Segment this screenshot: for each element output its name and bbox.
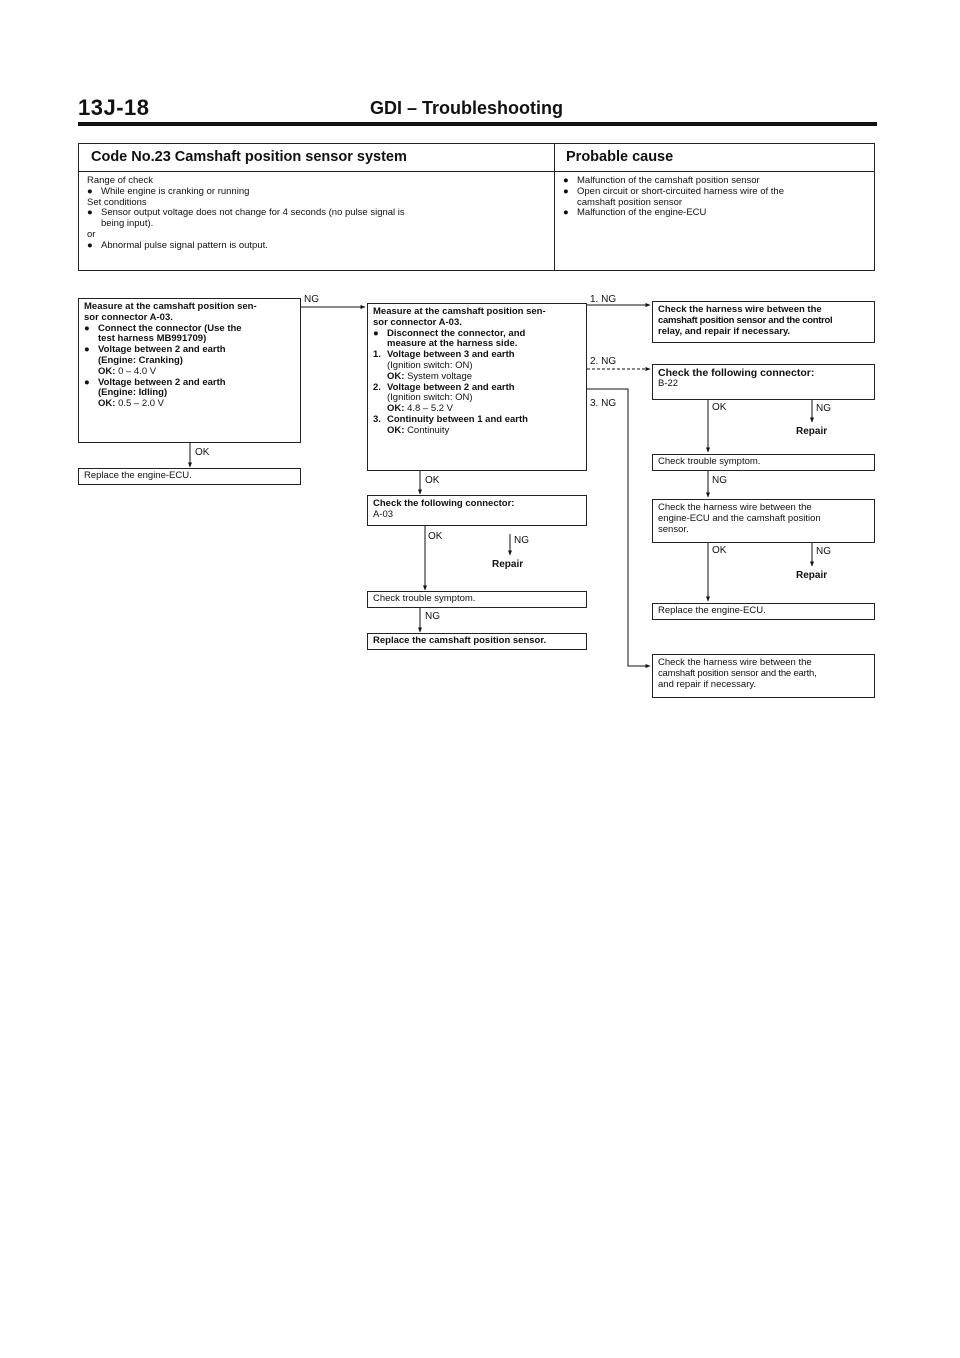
label-ng: NG — [816, 546, 831, 557]
step2-measure-box — [367, 303, 587, 471]
harness-ecu-box — [652, 499, 875, 543]
step2-line: Measure at the camshaft position sen- — [373, 306, 546, 317]
harness-earth-line: camshaft position sensor and the earth, — [658, 667, 817, 679]
label-ok: OK — [428, 531, 443, 542]
page-title: GDI – Troubleshooting — [370, 98, 563, 118]
step1-line: (Engine: Idling) — [98, 387, 168, 399]
harness-earth-line: and repair if necessary. — [658, 678, 757, 690]
step1-line: (Engine: Cranking) — [98, 354, 183, 366]
step2-ok: OK: 4.8 – 5.2 V — [387, 403, 454, 415]
harness-earth-line: Check the harness wire between the — [658, 657, 812, 668]
label-ok: OK — [195, 447, 210, 458]
step1-bullet: ● Voltage between 2 and earth — [84, 376, 226, 388]
probable-cause-header: Probable cause — [566, 149, 674, 165]
check-a03-line: A-03 — [373, 508, 394, 520]
or-label: or — [87, 228, 96, 240]
check-b22-line: Check the following connector: — [658, 367, 815, 379]
cause-item: ● Malfunction of the camshaft position sensor — [563, 175, 760, 186]
step1-ok: OK: 0.5 – 2.0 V — [98, 398, 165, 410]
step2-line: sor connector A-03. — [373, 316, 462, 328]
label-ok: OK — [712, 545, 727, 556]
label-ok: OK — [712, 402, 727, 413]
replace-sensor-box: Replace the camshaft position sensor. — [367, 633, 587, 650]
harness-ecu-line: sensor. — [658, 523, 689, 535]
step1-bullet: ● Voltage between 2 and earth — [84, 344, 226, 356]
code-header: Code No.23 Camshaft position sensor system — [91, 149, 407, 165]
replace-ecu-box: Replace the engine-ECU. — [652, 603, 875, 620]
label-repair: Repair — [796, 426, 828, 437]
check-connector-b22-box — [652, 364, 875, 400]
step2-bullet: ● Disconnect the connector, and — [373, 327, 526, 339]
cause-item: ● Malfunction of the engine-ECU — [563, 207, 707, 219]
harness-ecu-line: Check the harness wire between the — [658, 502, 812, 513]
step2-ok: OK: Continuity — [387, 424, 450, 436]
check-trouble-symptom-box: Check trouble symptom. — [367, 591, 587, 608]
harness-relay-line: relay, and repair if necessary. — [658, 325, 791, 337]
label-1-ng: 1. NG — [590, 294, 617, 305]
cause-item: ● Open circuit or short-circuited harness wire of the — [563, 185, 784, 197]
label-repair: Repair — [492, 559, 524, 570]
label-ng: NG — [304, 294, 319, 305]
label-ng: NG — [712, 475, 727, 486]
set-label: Set conditions — [87, 196, 147, 208]
check-a03-line: Check the following connector: — [373, 498, 515, 509]
step2-item: 1. Voltage between 3 and earth — [373, 349, 515, 361]
step1-line: Measure at the camshaft position sen- — [84, 301, 257, 312]
step1-bullet: ● Connect the connector (Use the — [84, 322, 242, 334]
step2-line: (Ignition switch: ON) — [387, 359, 473, 371]
step2-ok: OK: System voltage — [387, 370, 473, 382]
step2-item: 3. Continuity between 1 and earth — [373, 413, 528, 425]
step1-ok: OK: 0 – 4.0 V — [98, 365, 157, 377]
or-item: ● Abnormal pulse signal pattern is output. — [87, 239, 268, 251]
check-connector-a03-box — [367, 495, 587, 526]
replace-ecu-box: Replace the engine-ECU. — [78, 468, 301, 485]
harness-control-relay-box — [652, 301, 875, 343]
harness-relay-line: camshaft position sensor and the control — [658, 314, 833, 326]
step1-measure-box — [78, 298, 301, 443]
range-label: Range of check — [87, 175, 154, 186]
page-number: 13J-18 — [78, 95, 150, 120]
check-b22-line: B-22 — [658, 377, 679, 389]
label-ng: NG — [425, 611, 440, 622]
label-ng: NG — [514, 535, 529, 546]
set-item-cont: being input). — [101, 218, 154, 230]
cause-item-cont: camshaft position sensor — [577, 196, 683, 208]
label-ok: OK — [425, 475, 440, 486]
step2-line: (Ignition switch: ON) — [387, 392, 473, 404]
label-ng: NG — [816, 403, 831, 414]
step1-line: sor connector A-03. — [84, 311, 173, 323]
harness-ecu-line: engine-ECU and the camshaft position — [658, 512, 821, 524]
step2-line: measure at the harness side. — [387, 338, 518, 350]
label-3-ng: 3. NG — [590, 398, 617, 409]
label-repair: Repair — [796, 570, 828, 581]
check-trouble-symptom-box: Check trouble symptom. — [652, 454, 875, 471]
range-item: ● While engine is cranking or running — [87, 185, 250, 197]
step1-line: test harness MB991709) — [98, 333, 207, 345]
step2-item: 2. Voltage between 2 and earth — [373, 381, 515, 393]
label-2-ng: 2. NG — [590, 356, 617, 367]
harness-relay-line: Check the harness wire between the — [658, 304, 822, 315]
harness-earth-box — [652, 654, 875, 698]
set-item: ● Sensor output voltage does not change for 4 seconds (no pulse signal is — [87, 207, 405, 219]
